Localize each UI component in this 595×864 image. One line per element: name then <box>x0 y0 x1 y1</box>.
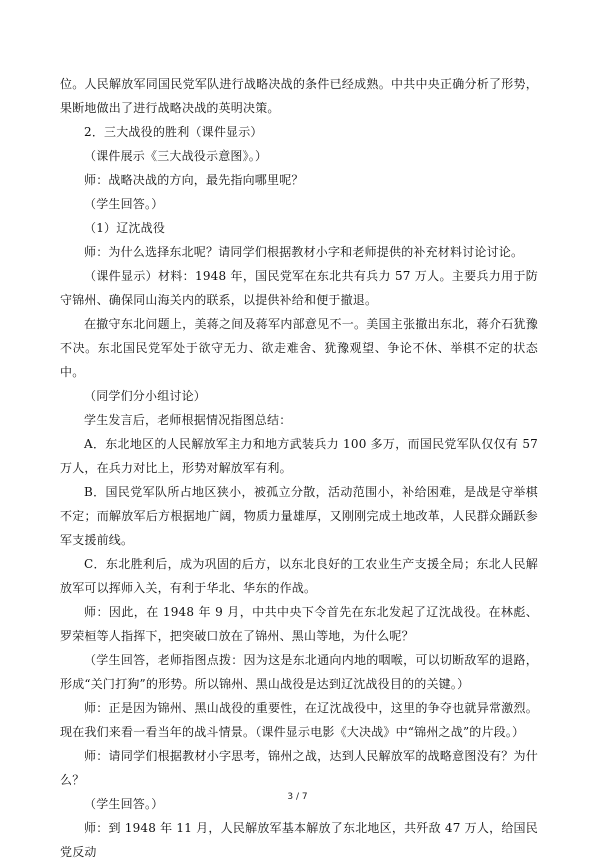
paragraph: A．东北地区的人民解放军主力和地方武装兵力 100 多万，而国民党军队仅仅有 57 万人，在兵力对比上，形势对解放军有利。 <box>60 437 538 475</box>
paragraph: 位。人民解放军同国民党军队进行战略决战的条件已经成熟。中共中央正确分析了形势，果断地做出了进行战略决战的英明决策。 <box>60 77 538 115</box>
paragraph: 师：到 1948 年 11 月，人民解放军基本解放了东北地区，共歼敌 47 万人，给国民党反动 <box>60 821 538 859</box>
paragraph: C．东北胜利后，成为巩固的后方，以东北良好的工农业生产支援全局；东北人民解放军可以挥师入关，有利于华北、华东的作战。 <box>60 557 538 595</box>
paragraph: （1）辽沈战役 <box>84 221 166 235</box>
paragraph: 师：为什么选择东北呢？请同学们根据教材小字和老师提供的补充材料讨论讨论。 <box>84 245 524 259</box>
paragraph: 学生发言后，老师根据情况指图总结： <box>84 413 292 427</box>
page-number: 3 / 7 <box>287 792 308 802</box>
document-body <box>60 72 538 864</box>
paragraph: 师：正是因为锦州、黑山战役的重要性，在辽沈战役中，这里的争夺也就异常激烈。现在我们来看一看当年的战斗情景。（课件显示电影《大决战》中“锦州之战”的片段。） <box>60 701 538 739</box>
paragraph: 师：请同学们根据教材小字思考，锦州之战，达到人民解放军的战略意图没有？为什么？ <box>60 749 538 787</box>
paragraph: 2．三大战役的胜利（课件显示） <box>84 125 263 139</box>
paragraph: 在撤守东北问题上，美蒋之间及蒋军内部意见不一。美国主张撤出东北，蒋介石犹豫不决。东北国民党军处于欲守无力、欲走难舍、犹豫观望、争论不休、举棋不定的状态中。 <box>60 317 538 379</box>
paragraph: 师：战略决战的方向，最先指向哪里呢？ <box>84 173 304 187</box>
paragraph: （学生回答。） <box>84 797 164 811</box>
paragraph: （课件展示《三大战役示意图》。） <box>84 149 268 163</box>
paragraph: （学生回答，老师指图点拨：因为这是东北通向内地的咽喉，可以切断敌军的退路，形成“关门打狗”的形势。所以锦州、黑山战役是达到辽沈战役目的的关键。） <box>60 653 538 691</box>
paragraph: B．国民党军队所占地区狭小，被孤立分散，活动范围小，补给困难，是战是守举棋不定；而解放军后方根据地广阔，物质力量雄厚，又刚刚完成土地改革，人民群众踊跃参军支援前线。 <box>60 485 538 547</box>
paragraph: 师：因此，在 1948 年 9 月，中共中央下令首先在东北发起了辽沈战役。在林彪、罗荣桓等人指挥下，把突破口放在了锦州、黑山等地，为什么呢？ <box>60 605 538 643</box>
paragraph: （同学们分小组讨论） <box>84 389 207 403</box>
paragraph: （学生回答。） <box>84 197 164 211</box>
paragraph: （课件显示）材料：1948 年，国民党军在东北共有兵力 57 万人。主要兵力用于防守锦州、确保同山海关内的联系，以提供补给和便于撤退。 <box>60 269 538 307</box>
